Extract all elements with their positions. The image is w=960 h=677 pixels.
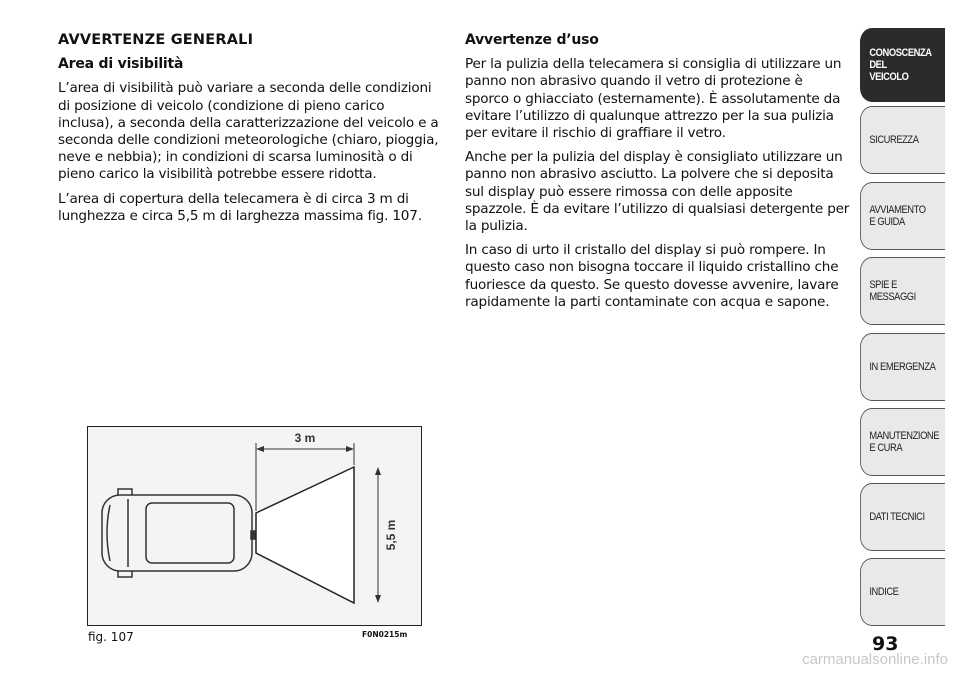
- width-label: 5,5 m: [384, 519, 398, 551]
- tab-spie-e-messaggi[interactable]: [860, 257, 945, 325]
- tab-dati-tecnici[interactable]: [860, 483, 945, 551]
- tab-sicurezza[interactable]: [860, 106, 945, 174]
- paragraph: In caso di urto il cristallo del display si può rompere. In questo caso non bisogna toccare il liquido cristallino che fuoriesce da questo. Se questo dovesse avvenire, lavare rapidamente la parti contaminate con acqua e sapone.: [465, 242, 839, 310]
- coverage-diagram: [88, 427, 420, 624]
- length-label: 3 m: [294, 431, 316, 445]
- tab-label: SICUREZZA: [869, 134, 919, 146]
- paragraph: Anche per la pulizia del display è consigliato utilizzare un panno non abrasivo asciutto. La polvere che si deposita sul display può essere rimossa con delle apposite spazzole. È da evitare l’utilizzo di qualsiasi detergente per la pulizia.: [465, 149, 850, 235]
- subsection-heading: Area di visibilità: [58, 56, 184, 73]
- tab-label: SPIE E MESSAGGI: [869, 279, 916, 303]
- figure-code: F0N0215m: [362, 630, 408, 639]
- tab-label: AVVIAMENTO E GUIDA: [869, 204, 926, 228]
- right-column: [465, 32, 850, 318]
- subsection-heading: Avvertenze d’uso: [465, 32, 599, 48]
- watermark: carmanualsonline.info: [802, 651, 948, 668]
- chapter-sidebar: [860, 28, 960, 628]
- coverage-area: [256, 467, 354, 603]
- paragraph: L’area di visibilità può variare a seconda delle condizioni di posizione di veicolo (condizione di pieno carico inclusa), a seconda della caratterizzazione del veicolo e a seconda delle condizioni meteorologiche (chiaro, pioggia, neve e nebbia); in condizioni di scarsa luminosità o di pieno carico la visibilità potrebbe essere ridotta.: [58, 80, 439, 183]
- van-illustration: [102, 489, 256, 577]
- camera-coverage-figure: [87, 426, 422, 626]
- tab-manutenzione-e-cura[interactable]: [860, 408, 945, 476]
- tab-label: IN EMERGENZA: [869, 361, 936, 373]
- left-column: [58, 32, 443, 232]
- figure-caption: fig. 107: [88, 630, 134, 644]
- tab-conoscenza-del-veicolo[interactable]: [860, 28, 945, 102]
- paragraph: L’area di copertura della telecamera è di circa 3 m di lunghezza e circa 5,5 m di larghezza massima fig. 107.: [58, 190, 422, 224]
- tab-label: MANUTENZIONE E CURA: [869, 430, 940, 454]
- tab-avviamento-e-guida[interactable]: [860, 182, 945, 250]
- section-heading: AVVERTENZE GENERALI: [58, 32, 254, 48]
- tab-label: INDICE: [869, 586, 899, 598]
- tab-label: CONOSCENZA DEL VEICOLO: [869, 47, 932, 83]
- paragraph: Per la pulizia della telecamera si consiglia di utilizzare un panno non abrasivo quando il vetro di protezione è sporco o ghiacciato (esternamente). È assolutamente da evitare l’utilizzo di qualunque attrezzo per la sua pulizia per evitare il rischio di graffiare il vetro.: [465, 56, 842, 142]
- tab-label: DATI TECNICI: [869, 511, 925, 523]
- page-number: 93: [872, 633, 899, 655]
- tab-in-emergenza[interactable]: [860, 333, 945, 401]
- tab-indice[interactable]: [860, 558, 945, 626]
